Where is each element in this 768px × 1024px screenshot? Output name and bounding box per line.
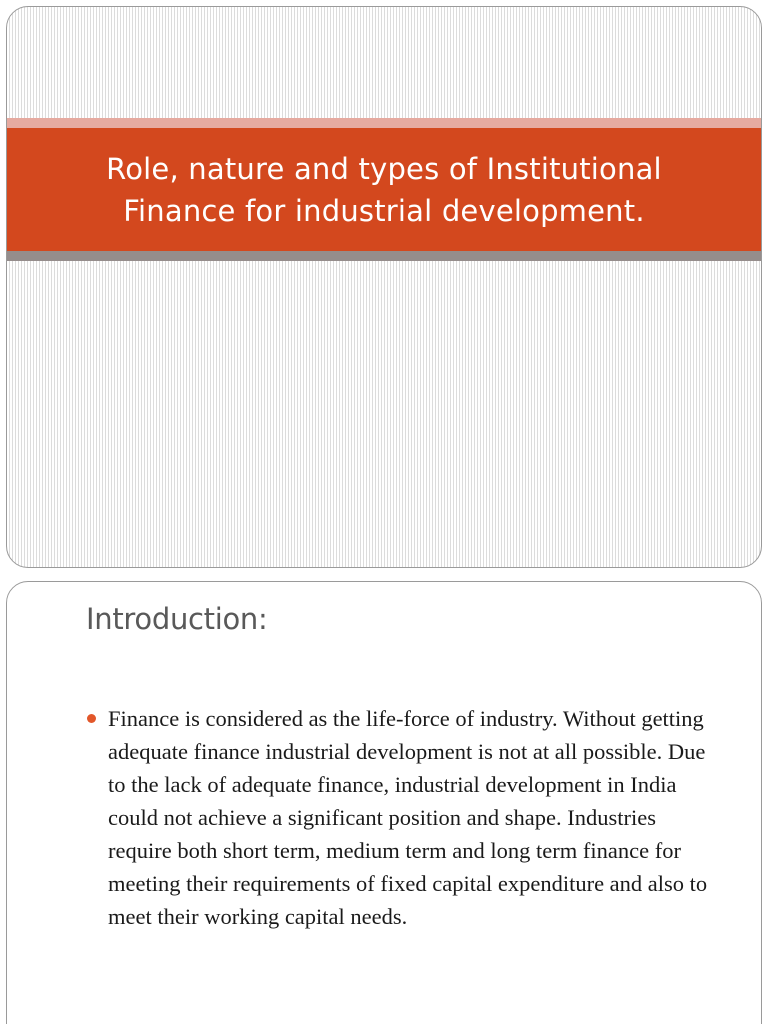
title-band-bottom-stripe <box>7 251 761 261</box>
bullet-text: Finance is considered as the life-force of industry. Without getting adequate finance industrial development is not at all possible. Due to the lack of adequate finance, industrial development in India could not achieve a significant position and shape. Industries require both short term, medium term and long term finance for meeting their requirements of fixed capital expenditure and also to meet their working capital needs. <box>108 706 708 929</box>
bullet-list <box>85 702 725 933</box>
introduction-slide <box>6 581 762 1024</box>
slide-title: Role, nature and types of Institutional Finance for industrial development. <box>106 151 662 228</box>
title-band <box>7 128 761 251</box>
title-band-top-stripe <box>7 118 761 128</box>
bullet-icon <box>87 714 96 723</box>
list-item <box>85 702 725 933</box>
title-slide <box>6 6 762 568</box>
slide-heading: Introduction: <box>86 602 268 636</box>
